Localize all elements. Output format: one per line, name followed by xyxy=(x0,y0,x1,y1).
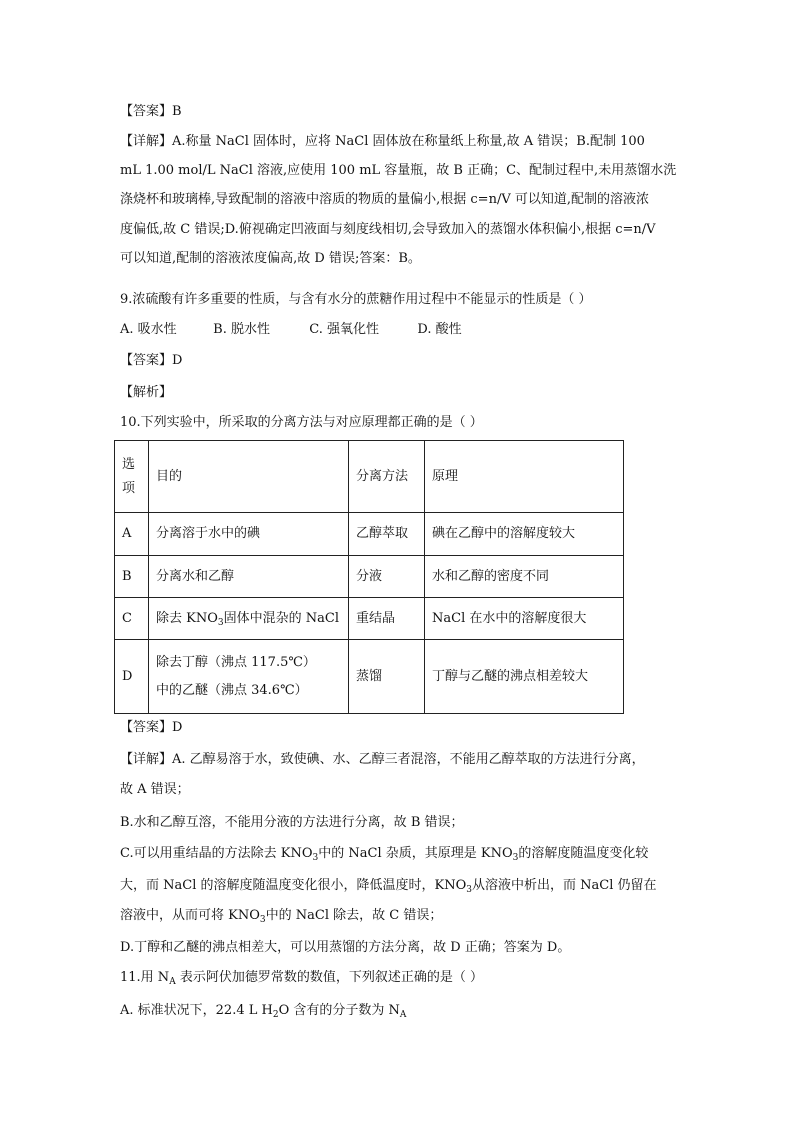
cell-option: A xyxy=(115,513,149,556)
q11-option-a: A. 标准状况下，22.4 L $H_2O$ 含有的分子数为 $N_A$ xyxy=(120,1003,407,1020)
q10-answer: 【答案】D xyxy=(120,720,183,735)
cell-purpose: 除去丁醇（沸点 117.5℃） 中的乙醚（沸点 34.6℃） xyxy=(149,640,349,714)
table-row xyxy=(115,598,624,640)
q8-detail-line-5: 可以知道,配制的溶液浓度偏高,故 D 错误;答案：B。 xyxy=(120,251,421,266)
q9-option-d: D. 酸性 xyxy=(417,322,462,337)
header-principle: 原理 xyxy=(425,441,624,513)
q8-detail-line-2: mL 1.00 mol/L NaCl 溶液,应使用 100 mL 容量瓶，故 B 正确；C、配制过程中,未用蒸馏水洗 xyxy=(120,163,677,178)
cell-principle: 水和乙醇的密度不同 xyxy=(425,556,624,598)
q9-option-b: B. 脱水性 xyxy=(213,322,270,337)
cell-option: B xyxy=(115,556,149,598)
table-header-row xyxy=(115,441,624,513)
q10-detail-line-5: 大，而 NaCl 的溶解度随温度变化很小，降低温度时，$KNO_3$从溶液中析出，而 NaCl 仍留在 xyxy=(120,878,657,895)
cell-purpose: 分离水和乙醇 xyxy=(149,556,349,598)
q10-detail-line-4: C.可以用重结晶的方法除去 $KNO_3$中的 NaCl 杂质，其原理是 $KNO_3$的溶解度随温度变化较 xyxy=(120,846,649,863)
q10-detail-line-3: B.水和乙醇互溶，不能用分液的方法进行分离，故 B 错误； xyxy=(120,815,464,830)
cell-principle: NaCl 在水中的溶解度很大 xyxy=(425,598,624,640)
q9-analysis: 【解析】 xyxy=(120,385,173,400)
q8-answer: 【答案】B xyxy=(120,104,182,119)
cell-method: 乙醇萃取 xyxy=(349,513,425,556)
q11-stem: 11.用 $N_A$ 表示阿伏加德罗常数的数值，下列叙述正确的是（ ） xyxy=(120,970,483,987)
separation-methods-table xyxy=(114,440,624,714)
q9-option-a: A. 吸水性 xyxy=(120,322,177,337)
cell-principle: 碘在乙醇中的溶解度较大 xyxy=(425,513,624,556)
cell-method: 蒸馏 xyxy=(349,640,425,714)
cell-method: 重结晶 xyxy=(349,598,425,640)
cell-purpose: 分离溶于水中的碘 xyxy=(149,513,349,556)
cell-principle: 丁醇与乙醚的沸点相差较大 xyxy=(425,640,624,714)
table-row xyxy=(115,513,624,556)
cell-option: C xyxy=(115,598,149,640)
q10-stem: 10.下列实验中，所采取的分离方法与对应原理都正确的是（ ） xyxy=(120,415,483,430)
q8-detail-line-1: 【详解】A.称量 NaCl 固体时，应将 NaCl 固体放在称量纸上称量,故 A 错误；B.配制 100 xyxy=(120,134,645,149)
cell-purpose: 除去 $KNO_3$固体中混杂的 NaCl xyxy=(149,598,349,640)
cell-method: 分液 xyxy=(349,556,425,598)
q10-detail-line-2: 故 A 错误； xyxy=(120,782,190,797)
table-row xyxy=(115,640,624,714)
q10-detail-line-1: 【详解】A. 乙醇易溶于水，致使碘、水、乙醇三者混溶，不能用乙醇萃取的方法进行分离， xyxy=(120,752,645,767)
q10-detail-line-7: D.丁醇和乙醚的沸点相差大，可以用蒸馏的方法分离，故 D 正确；答案为 D。 xyxy=(120,940,571,955)
q8-detail-line-3: 涤烧杯和玻璃棒,导致配制的溶液中溶质的物质的量偏小,根据 c=n/V 可以知道,配制的溶液浓 xyxy=(120,192,649,207)
q9-option-c: C. 强氧化性 xyxy=(309,322,380,337)
header-method: 分离方法 xyxy=(349,441,425,513)
cell-option: D xyxy=(115,640,149,714)
header-option: 选 项 xyxy=(115,441,149,513)
q10-detail-line-6: 溶液中，从而可将 $KNO_3$中的 NaCl 除去，故 C 错误； xyxy=(120,908,443,925)
q8-detail-line-4: 度偏低,故 C 错误;D.俯视确定凹液面与刻度线相切,会导致加入的蒸馏水体积偏小,根据 c=n/V xyxy=(120,222,656,237)
q9-stem: 9.浓硫酸有许多重要的性质，与含有水分的蔗糖作用过程中不能显示的性质是（ ） xyxy=(120,292,592,307)
table-row xyxy=(115,556,624,598)
header-purpose: 目的 xyxy=(149,441,349,513)
q9-answer: 【答案】D xyxy=(120,353,183,368)
q9-options xyxy=(120,320,462,340)
